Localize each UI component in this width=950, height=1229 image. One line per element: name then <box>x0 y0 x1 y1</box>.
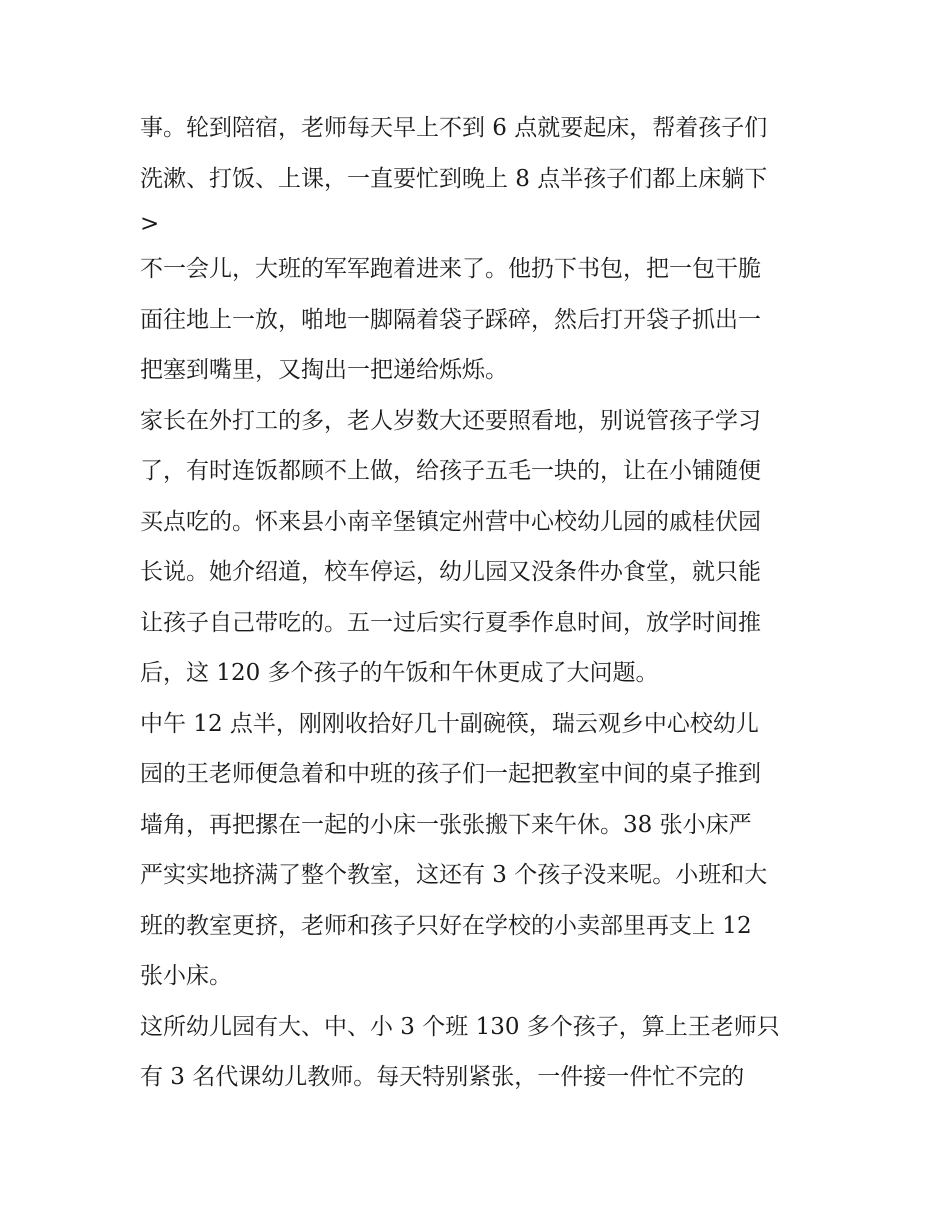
document-body <box>140 103 820 1103</box>
text-line: 墙角，再把摞在一起的小床一张张搬下来午休。38 张小床严 <box>140 811 752 838</box>
text-line: 了，有时连饭都顾不上做，给孩子五毛一块的，让在小铺随便 <box>140 458 761 484</box>
text-line: 这所幼儿园有大、中、小 3 个班 130 多个孩子，算上王老师只 <box>140 1013 780 1040</box>
text-line: 让孩子自己带吃的。五一过后实行夏季作息时间，放学时间推 <box>140 609 761 636</box>
text-line: 洗漱、打饭、上课，一直要忙到晚上 8 点半孩子们都上床躺下 <box>140 165 768 192</box>
text-line: 后，这 120 多个孩子的午饭和午休更成了大问题。 <box>140 660 659 686</box>
text-line: 园的王老师便急着和中班的孩子们一起把教室中间的桌子推到 <box>140 761 761 787</box>
text-line: 长说。她介绍道，校车停运，幼儿园又没条件办食堂，就只能 <box>140 559 761 585</box>
text-line: 不一会儿，大班的军军跑着进来了。他扔下书包，把一包干脆 <box>140 256 761 282</box>
text-line: 事。轮到陪宿，老师每天早上不到 6 点就要起床，帮着孩子们 <box>140 115 768 141</box>
text-line: 买点吃的。怀来县小南辛堡镇定州营中心校幼儿园的戚桂伏园 <box>140 508 761 535</box>
text-line: 班的教室更挤，老师和孩子只好在学校的小卖部里再支上 12 <box>140 912 752 939</box>
text-line: 有 3 名代课幼儿教师。每天特别紧张，一件接一件忙不完的 <box>140 1064 745 1090</box>
text-line: 张小床。 <box>140 963 232 989</box>
text-line: 把塞到嘴里，又掏出一把递给烁烁。 <box>140 357 508 383</box>
text-line: 中午 12 点半，刚刚收拾好几十副碗筷，瑞云观乡中心校幼儿 <box>140 710 759 737</box>
text-line: 面往地上一放，啪地一脚隔着袋子踩碎，然后打开袋子抓出一 <box>140 306 761 333</box>
text-line: 家长在外打工的多，老人岁数大还要照看地，别说管孩子学习 <box>140 407 761 434</box>
text-line: > <box>140 211 160 237</box>
text-line: 严实实地挤满了整个教室，这还有 3 个孩子没来呢。小班和大 <box>140 862 768 888</box>
